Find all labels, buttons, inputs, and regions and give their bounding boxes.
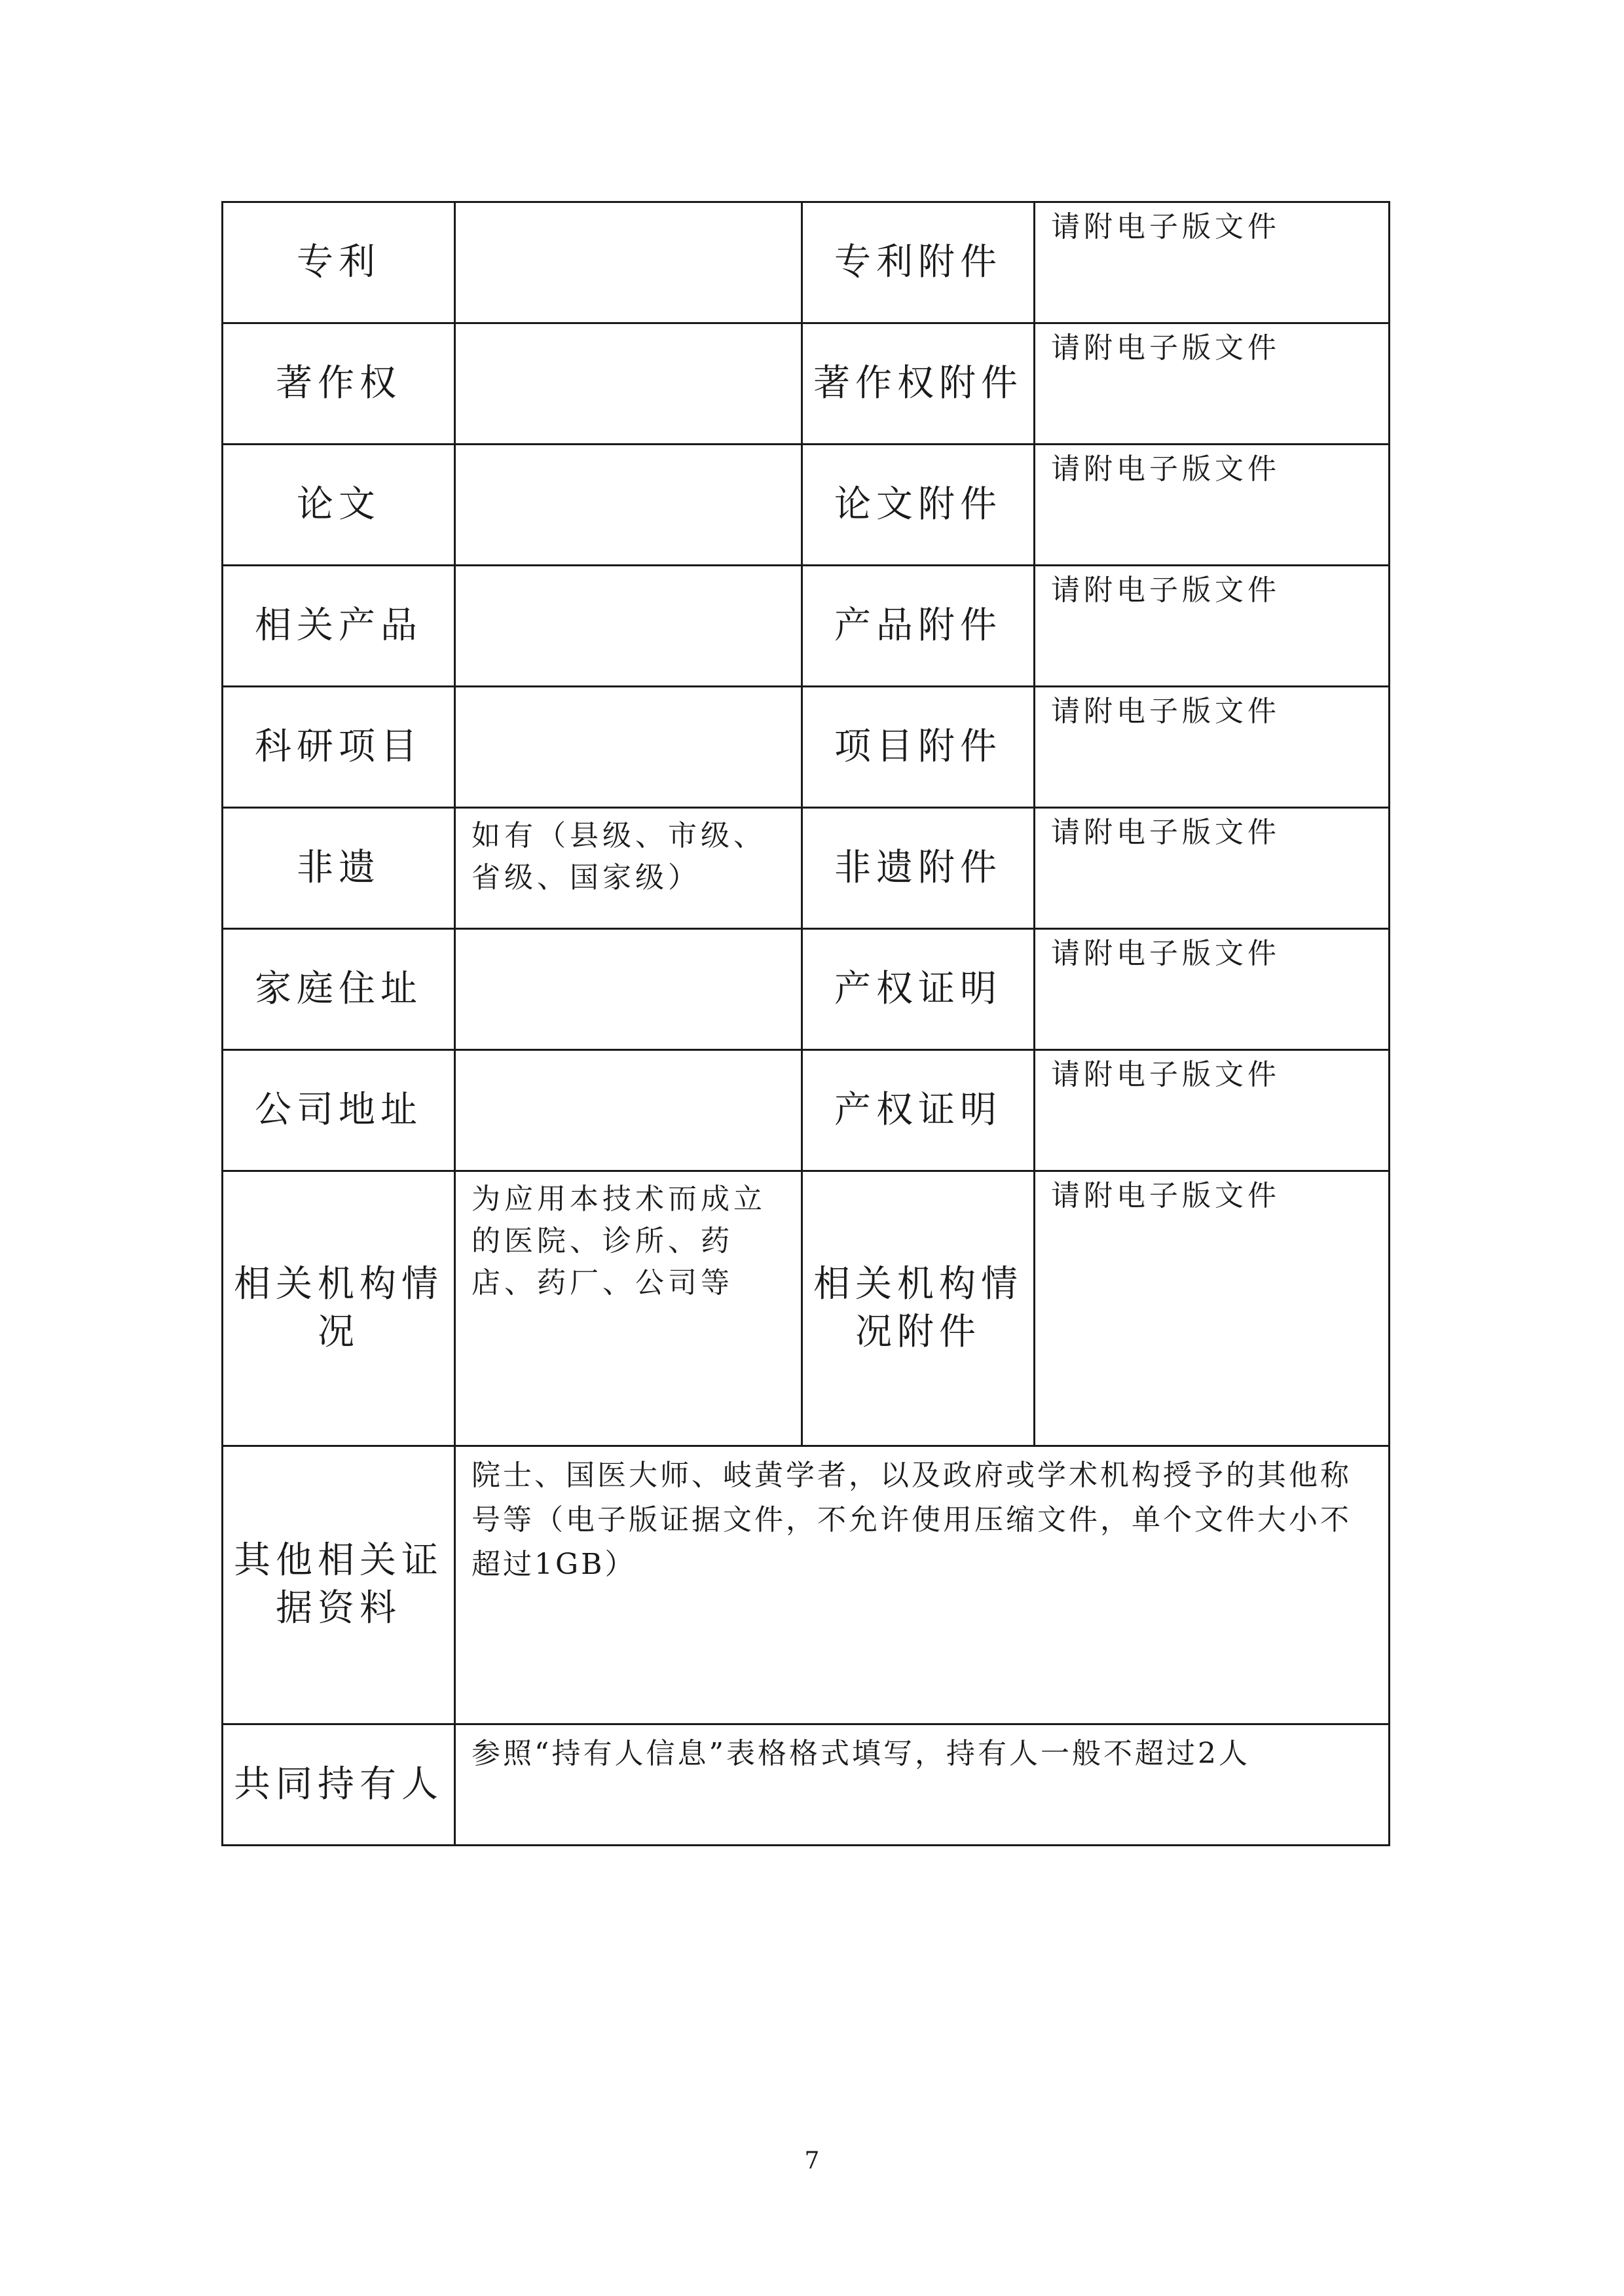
row-label: 非遗 bbox=[223, 808, 455, 929]
attachment-field[interactable]: 请附电子版文件 bbox=[1035, 687, 1390, 808]
row-label: 公司地址 bbox=[223, 1050, 455, 1171]
attachment-field[interactable]: 请附电子版文件 bbox=[1035, 1050, 1390, 1171]
row-label: 著作权 bbox=[223, 323, 455, 445]
home-address-field[interactable] bbox=[455, 929, 802, 1050]
attachment-label: 著作权附件 bbox=[802, 323, 1035, 445]
application-form-table bbox=[221, 201, 1390, 1846]
related-institution-field[interactable]: 为应用本技术而成立的医院、诊所、药店、药厂、公司等 bbox=[455, 1171, 802, 1446]
table-row bbox=[223, 323, 1390, 445]
attachment-label: 产权证明 bbox=[802, 929, 1035, 1050]
copyright-field[interactable] bbox=[455, 323, 802, 445]
paper-field[interactable] bbox=[455, 445, 802, 566]
page-number: 7 bbox=[804, 2147, 820, 2174]
company-address-field[interactable] bbox=[455, 1050, 802, 1171]
co-holder-field[interactable]: 参照“持有人信息”表格格式填写，持有人一般不超过2人 bbox=[455, 1724, 1390, 1846]
attachment-field[interactable]: 请附电子版文件 bbox=[1035, 202, 1390, 323]
table-row bbox=[223, 929, 1390, 1050]
table-row bbox=[223, 566, 1390, 687]
attachment-label: 论文附件 bbox=[802, 445, 1035, 566]
row-label: 科研项目 bbox=[223, 687, 455, 808]
table-row bbox=[223, 445, 1390, 566]
row-label: 其他相关证据资料 bbox=[223, 1446, 455, 1724]
table-row bbox=[223, 1171, 1390, 1446]
attachment-label: 项目附件 bbox=[802, 687, 1035, 808]
evidence-field[interactable]: 院士、国医大师、岐黄学者，以及政府或学术机构授予的其他称号等（电子版证据文件，不允许使用压缩文件，单个文件大小不超过1GB） bbox=[455, 1446, 1390, 1724]
row-label: 相关产品 bbox=[223, 566, 455, 687]
table-row bbox=[223, 202, 1390, 323]
table-row bbox=[223, 687, 1390, 808]
attachment-field[interactable]: 请附电子版文件 bbox=[1035, 1171, 1390, 1446]
table-row bbox=[223, 1724, 1390, 1846]
attachment-field[interactable]: 请附电子版文件 bbox=[1035, 445, 1390, 566]
attachment-label: 产权证明 bbox=[802, 1050, 1035, 1171]
row-label: 共同持有人 bbox=[223, 1724, 455, 1846]
patent-field[interactable] bbox=[455, 202, 802, 323]
attachment-field[interactable]: 请附电子版文件 bbox=[1035, 566, 1390, 687]
attachment-label: 专利附件 bbox=[802, 202, 1035, 323]
table-row bbox=[223, 1050, 1390, 1171]
attachment-label: 非遗附件 bbox=[802, 808, 1035, 929]
table-row bbox=[223, 808, 1390, 929]
row-label: 家庭住址 bbox=[223, 929, 455, 1050]
intangible-heritage-field[interactable]: 如有（县级、市级、省级、国家级） bbox=[455, 808, 802, 929]
attachment-field[interactable]: 请附电子版文件 bbox=[1035, 323, 1390, 445]
research-project-field[interactable] bbox=[455, 687, 802, 808]
row-label: 相关机构情况 bbox=[223, 1171, 455, 1446]
attachment-field[interactable]: 请附电子版文件 bbox=[1035, 808, 1390, 929]
attachment-label: 产品附件 bbox=[802, 566, 1035, 687]
product-field[interactable] bbox=[455, 566, 802, 687]
row-label: 论文 bbox=[223, 445, 455, 566]
attachment-label: 相关机构情况附件 bbox=[802, 1171, 1035, 1446]
attachment-field[interactable]: 请附电子版文件 bbox=[1035, 929, 1390, 1050]
table-row bbox=[223, 1446, 1390, 1724]
row-label: 专利 bbox=[223, 202, 455, 323]
